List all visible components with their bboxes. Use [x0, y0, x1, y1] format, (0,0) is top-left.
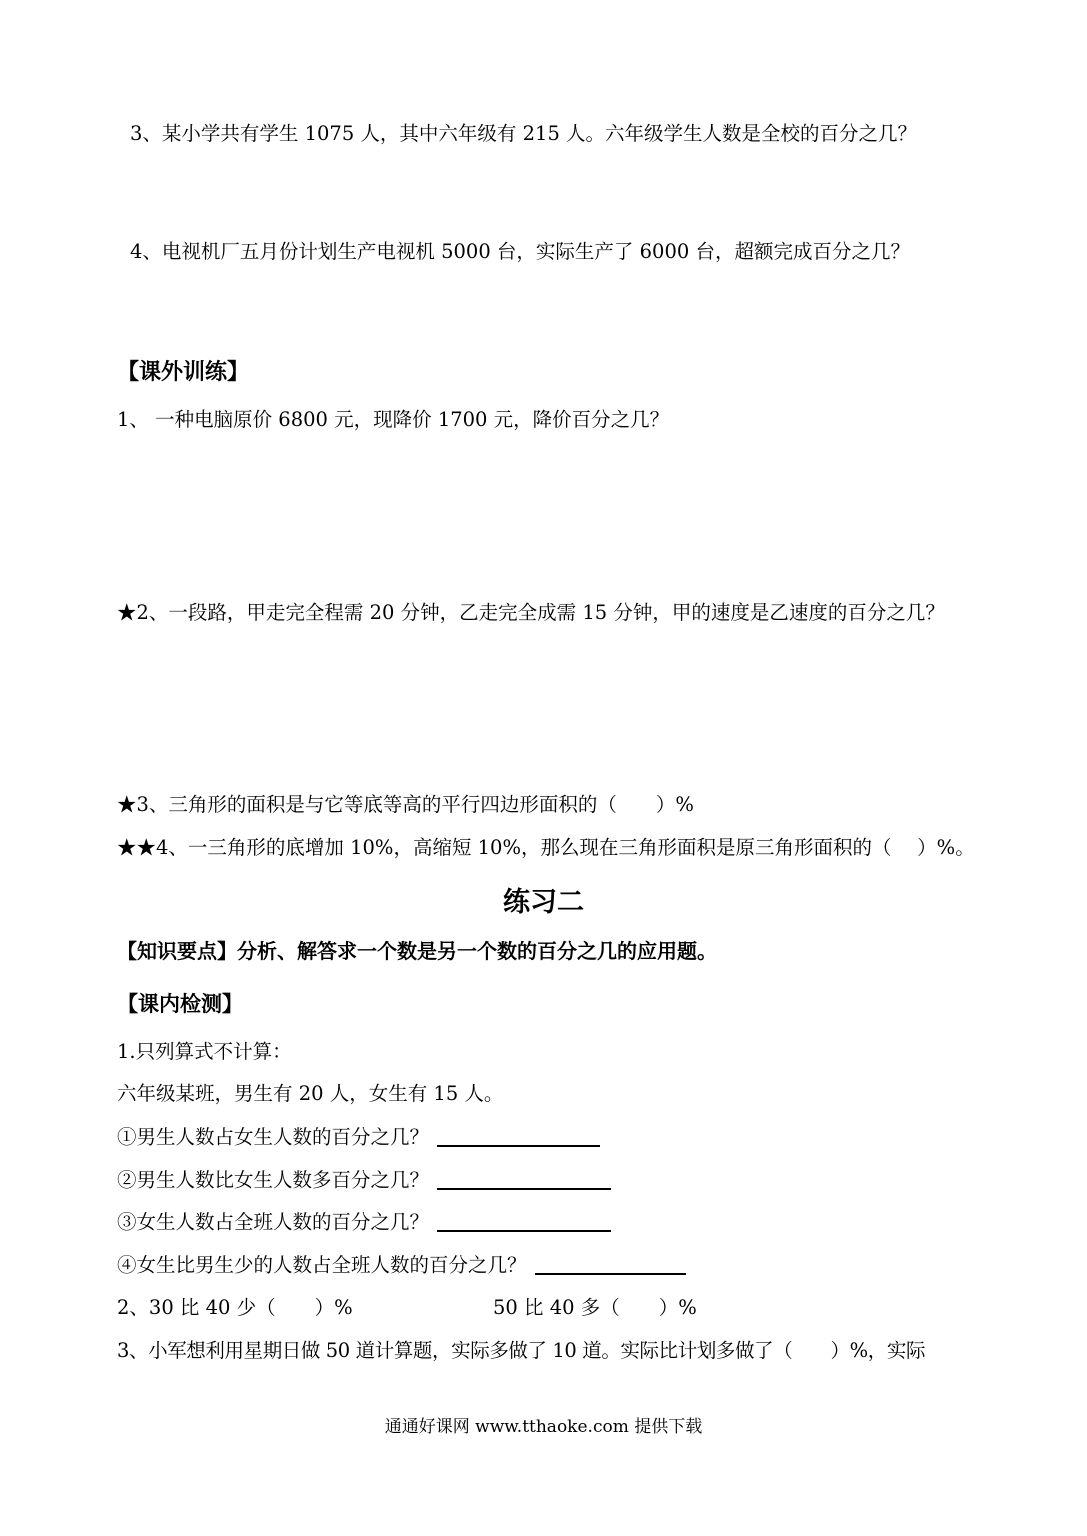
- answer-blank-1[interactable]: [437, 1127, 600, 1147]
- extra-question-2: ★2、一段路，甲走完全程需 20 分钟，乙走完全成需 15 分钟，甲的速度是乙速度的百分之几？: [117, 601, 945, 624]
- question-3: 3、某小学共有学生 1075 人，其中六年级有 215 人。六年级学生人数是全校的百分之几？: [130, 122, 918, 145]
- question-4: 4、电视机厂五月份计划生产电视机 5000 台，实际生产了 6000 台，超额完成百分之几？: [130, 240, 910, 263]
- sub-question-1: [117, 1127, 600, 1147]
- check-question-1-context: 六年级某班，男生有 20 人，女生有 15 人。: [117, 1082, 504, 1105]
- sub-question-4: [117, 1255, 686, 1275]
- check-question-2-left: 2、30 比 40 少（ ）%: [117, 1296, 353, 1319]
- extra-question-1: 1、 一种电脑原价 6800 元，现降价 1700 元，降价百分之几？: [117, 408, 670, 431]
- sub-question-2-text: ②男生人数比女生人数多百分之几？: [117, 1168, 430, 1192]
- check-question-2-right: 50 比 40 多（ ）%: [493, 1296, 697, 1319]
- knowledge-points: 【知识要点】分析、解答求一个数是另一个数的百分之几的应用题。: [117, 939, 717, 963]
- sub-question-3-text: ③女生人数占全班人数的百分之几？: [117, 1210, 430, 1234]
- check-question-1-intro: 1.只列算式不计算：: [117, 1040, 292, 1063]
- answer-blank-2[interactable]: [437, 1170, 611, 1190]
- in-class-check-heading: 【课内检测】: [117, 992, 243, 1016]
- answer-blank-3[interactable]: [437, 1212, 611, 1232]
- check-question-3: 3、小军想利用星期日做 50 道计算题，实际多做了 10 道。实际比计划多做了（ ）%，实际: [117, 1339, 926, 1362]
- sub-question-2: [117, 1170, 611, 1190]
- sub-question-1-text: ①男生人数占女生人数的百分之几？: [117, 1125, 430, 1149]
- exercise-two-title: 练习二: [503, 887, 584, 918]
- footer-credit: 通通好课网 www.tthaoke.com 提供下载: [384, 1417, 703, 1437]
- extra-question-3: ★3、三角形的面积是与它等底等高的平行四边形面积的（ ）%: [117, 793, 694, 816]
- extra-question-4: ★★4、一三角形的底增加 10%，高缩短 10%，那么现在三角形面积是原三角形面积的（ ）%。: [117, 836, 975, 859]
- answer-blank-4[interactable]: [535, 1255, 686, 1275]
- sub-question-3: [117, 1212, 611, 1232]
- sub-question-4-text: ④女生比男生少的人数占全班人数的百分之几？: [117, 1253, 527, 1277]
- extra-training-heading: 【课外训练】: [117, 360, 250, 385]
